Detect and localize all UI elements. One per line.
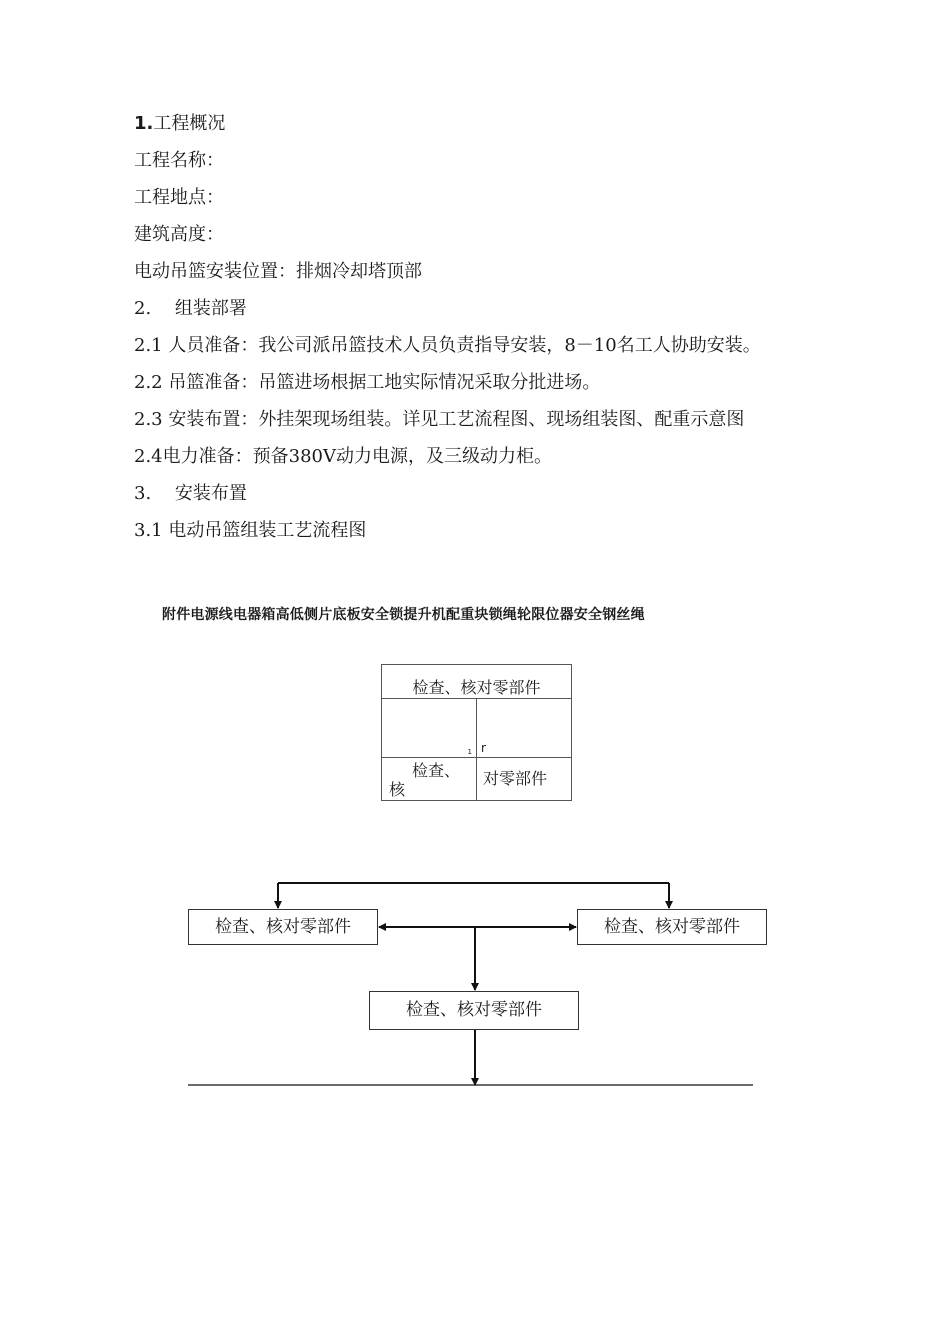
bottom-left-text-2: 核 [389, 780, 406, 799]
parts-list-row: 附件电源线电器箱高低侧片底板安全锁提升机配重块锁绳轮限位器安全钢丝绳 [162, 607, 645, 623]
bottom-left-text-1: 检查、 [412, 761, 461, 780]
cell-mark-1: 1 [467, 748, 472, 756]
cell-mark-r: r [481, 741, 486, 755]
section-title: 工程概况 [153, 113, 226, 134]
section-2-3: 2.3 安装布置：外挂架现场组装。详见工艺流程图、现场组装图、配重示意图 [134, 409, 745, 430]
section-2-1: 2.1 人员准备：我公司派吊篮技术人员负责指导安装，8－10名工人协助安装。 [134, 335, 761, 356]
section-number: 1. [134, 113, 154, 134]
section-2-2: 2.2 吊篮准备：吊篮进场根据工地实际情况采取分批进场。 [134, 372, 601, 393]
section-heading-3: 3. 安装布置 [134, 483, 247, 504]
inspection-table-top-cell: 检查、核对零部件 [382, 665, 571, 699]
section-heading-2: 2. 组装部署 [134, 298, 247, 319]
flow-box-center: 检查、核对零部件 [369, 991, 579, 1030]
inspection-table-bottom-right-cell: 对零部件 [483, 769, 548, 788]
flow-box-left: 检查、核对零部件 [188, 909, 378, 945]
section-2-4: 2.4电力准备：预备380V动力电源，及三级动力柜。 [134, 446, 552, 467]
install-location-line: 电动吊篮安装位置：排烟冷却塔顶部 [134, 261, 422, 282]
section-3-1: 3.1 电动吊篮组装工艺流程图 [134, 520, 367, 541]
flow-box-right: 检查、核对零部件 [577, 909, 767, 945]
project-name-line: 工程名称： [134, 150, 224, 171]
project-location-line: 工程地点： [134, 187, 224, 208]
building-height-line: 建筑高度： [134, 224, 224, 245]
